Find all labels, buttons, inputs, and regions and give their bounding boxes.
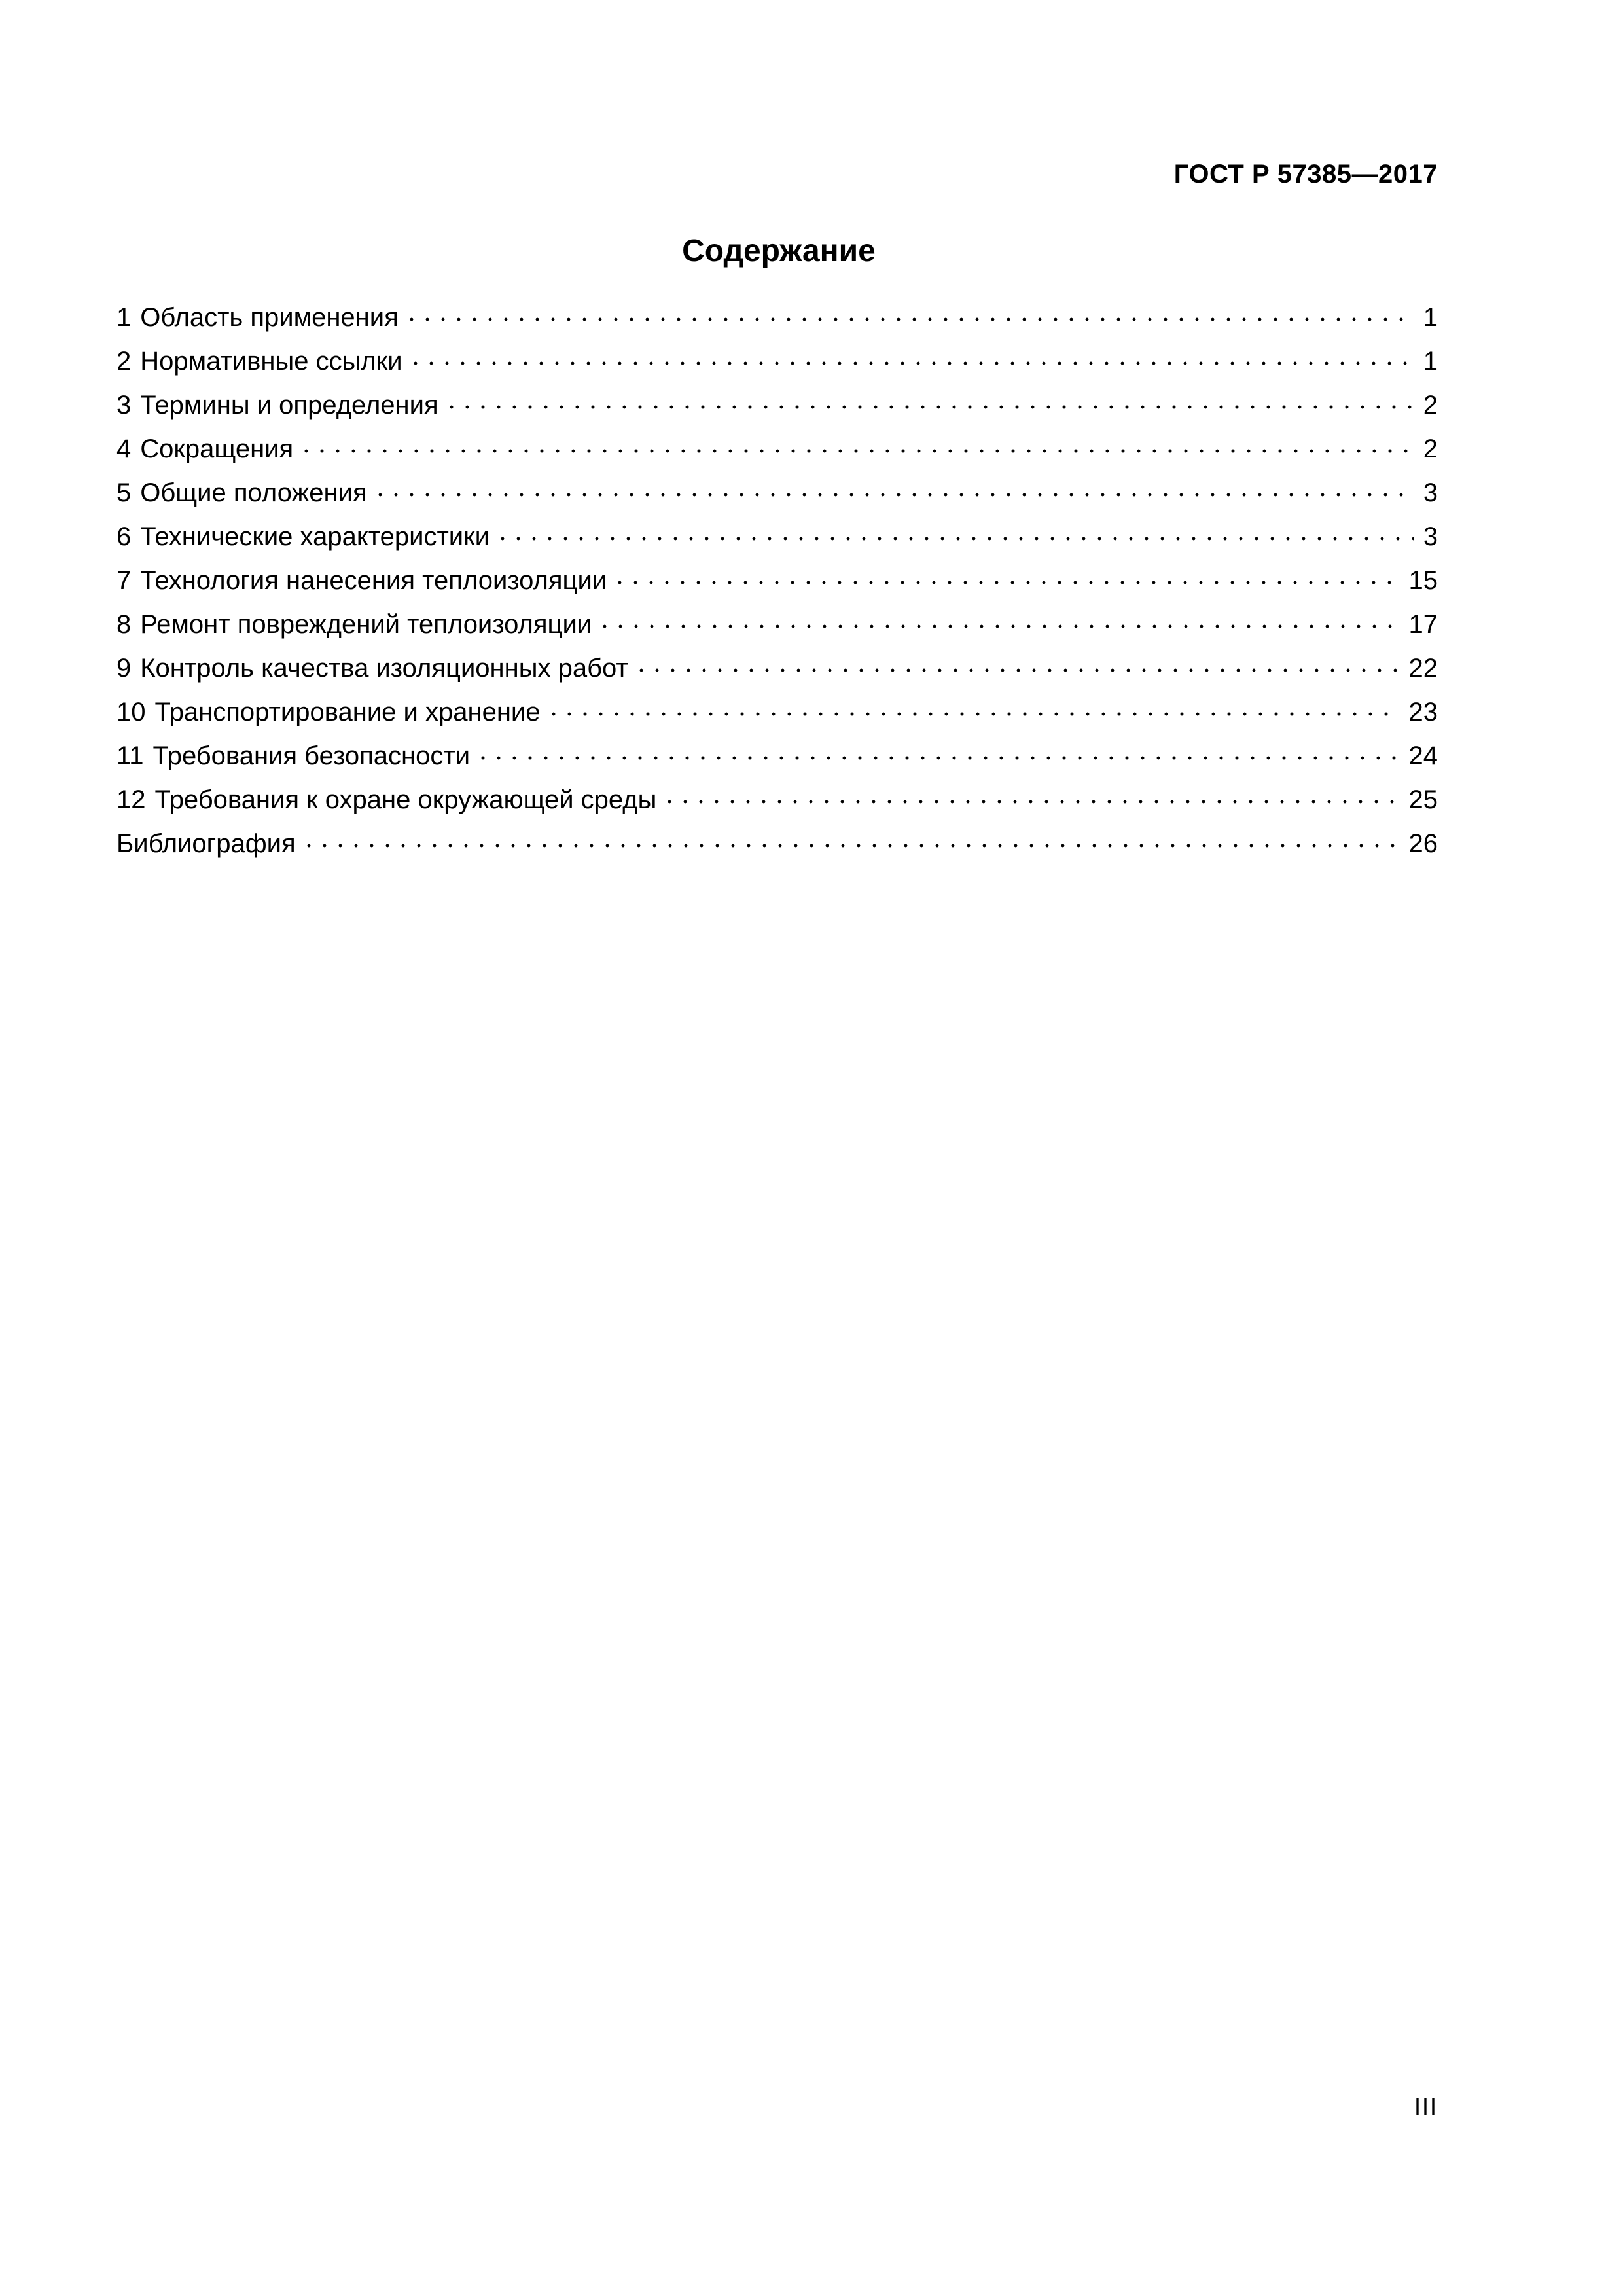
toc-entry-title: Общие положения (140, 478, 367, 507)
toc-entry[interactable] (116, 345, 1438, 389)
toc-entry-page: 25 (1408, 785, 1438, 814)
toc-entry-page: 1 (1423, 347, 1438, 376)
toc-entry-title: Ремонт повреждений теплоизоляции (140, 610, 592, 639)
toc-entry-title: Термины и определения (140, 391, 438, 420)
toc-entry-title: Технические характеристики (140, 522, 490, 551)
dot-leader (404, 317, 1414, 322)
toc-entry-title: Область применения (140, 303, 399, 332)
toc-entry[interactable] (116, 652, 1438, 696)
dot-leader (298, 448, 1414, 454)
toc-entry-page: 23 (1408, 698, 1438, 726)
toc-entry-title: Сокращения (140, 435, 294, 463)
toc-entry-number: 10 (116, 698, 146, 726)
toc-entry-page: 17 (1408, 610, 1438, 639)
dot-leader (444, 404, 1414, 410)
toc-entry-page: 2 (1423, 435, 1438, 463)
toc-entry[interactable] (116, 389, 1438, 433)
toc-entry-title: Нормативные ссылки (140, 347, 402, 376)
table-of-contents (116, 301, 1438, 871)
toc-entry-number: 7 (116, 566, 132, 595)
toc-entry-page: 26 (1408, 829, 1438, 858)
dot-leader (301, 843, 1400, 848)
toc-entry-number: 8 (116, 610, 132, 639)
dot-leader (408, 361, 1414, 366)
toc-entry-page: 3 (1423, 478, 1438, 507)
toc-entry[interactable] (116, 476, 1438, 520)
page-number: III (1414, 2093, 1438, 2120)
page-title: Содержание (682, 234, 876, 268)
dot-leader (633, 668, 1400, 673)
toc-entry-number: 5 (116, 478, 132, 507)
toc-entry-page: 24 (1408, 742, 1438, 770)
toc-entry-number: 11 (116, 742, 144, 770)
toc-entry-title: Библиография (116, 829, 296, 858)
toc-entry[interactable] (116, 696, 1438, 740)
dot-leader (546, 711, 1400, 717)
toc-entry-page: 3 (1423, 522, 1438, 551)
toc-entry[interactable] (116, 783, 1438, 827)
toc-entry-page: 2 (1423, 391, 1438, 420)
dot-leader (597, 624, 1399, 629)
toc-entry-number: 3 (116, 391, 132, 420)
toc-entry-title: Требования к охране окружающей среды (154, 785, 657, 814)
toc-entry-title: Требования безопасности (152, 742, 471, 770)
toc-entry[interactable] (116, 740, 1438, 783)
toc-entry-number: 6 (116, 522, 132, 551)
toc-entry[interactable] (116, 301, 1438, 345)
dot-leader (612, 580, 1399, 585)
toc-entry-page: 1 (1423, 303, 1438, 332)
toc-entry-number: 2 (116, 347, 132, 376)
toc-entry-title: Транспортирование и хранение (154, 698, 541, 726)
toc-entry[interactable] (116, 520, 1438, 564)
dot-leader (662, 799, 1399, 804)
toc-entry-title: Контроль качества изоляционных работ (140, 654, 628, 683)
toc-entry[interactable] (116, 827, 1438, 871)
toc-entry[interactable] (116, 433, 1438, 476)
document-code: ГОСТ Р 57385—2017 (1173, 160, 1438, 188)
toc-entry-title: Технология нанесения теплоизоляции (140, 566, 607, 595)
dot-leader (495, 536, 1414, 541)
toc-entry-number: 12 (116, 785, 146, 814)
toc-entry[interactable] (116, 608, 1438, 652)
toc-entry-number: 9 (116, 654, 132, 683)
dot-leader (475, 755, 1399, 761)
toc-entry-page: 15 (1408, 566, 1438, 595)
toc-entry-page: 22 (1408, 654, 1438, 683)
toc-entry-number: 1 (116, 303, 132, 332)
dot-leader (372, 492, 1414, 497)
toc-entry[interactable] (116, 564, 1438, 608)
toc-entry-number: 4 (116, 435, 132, 463)
